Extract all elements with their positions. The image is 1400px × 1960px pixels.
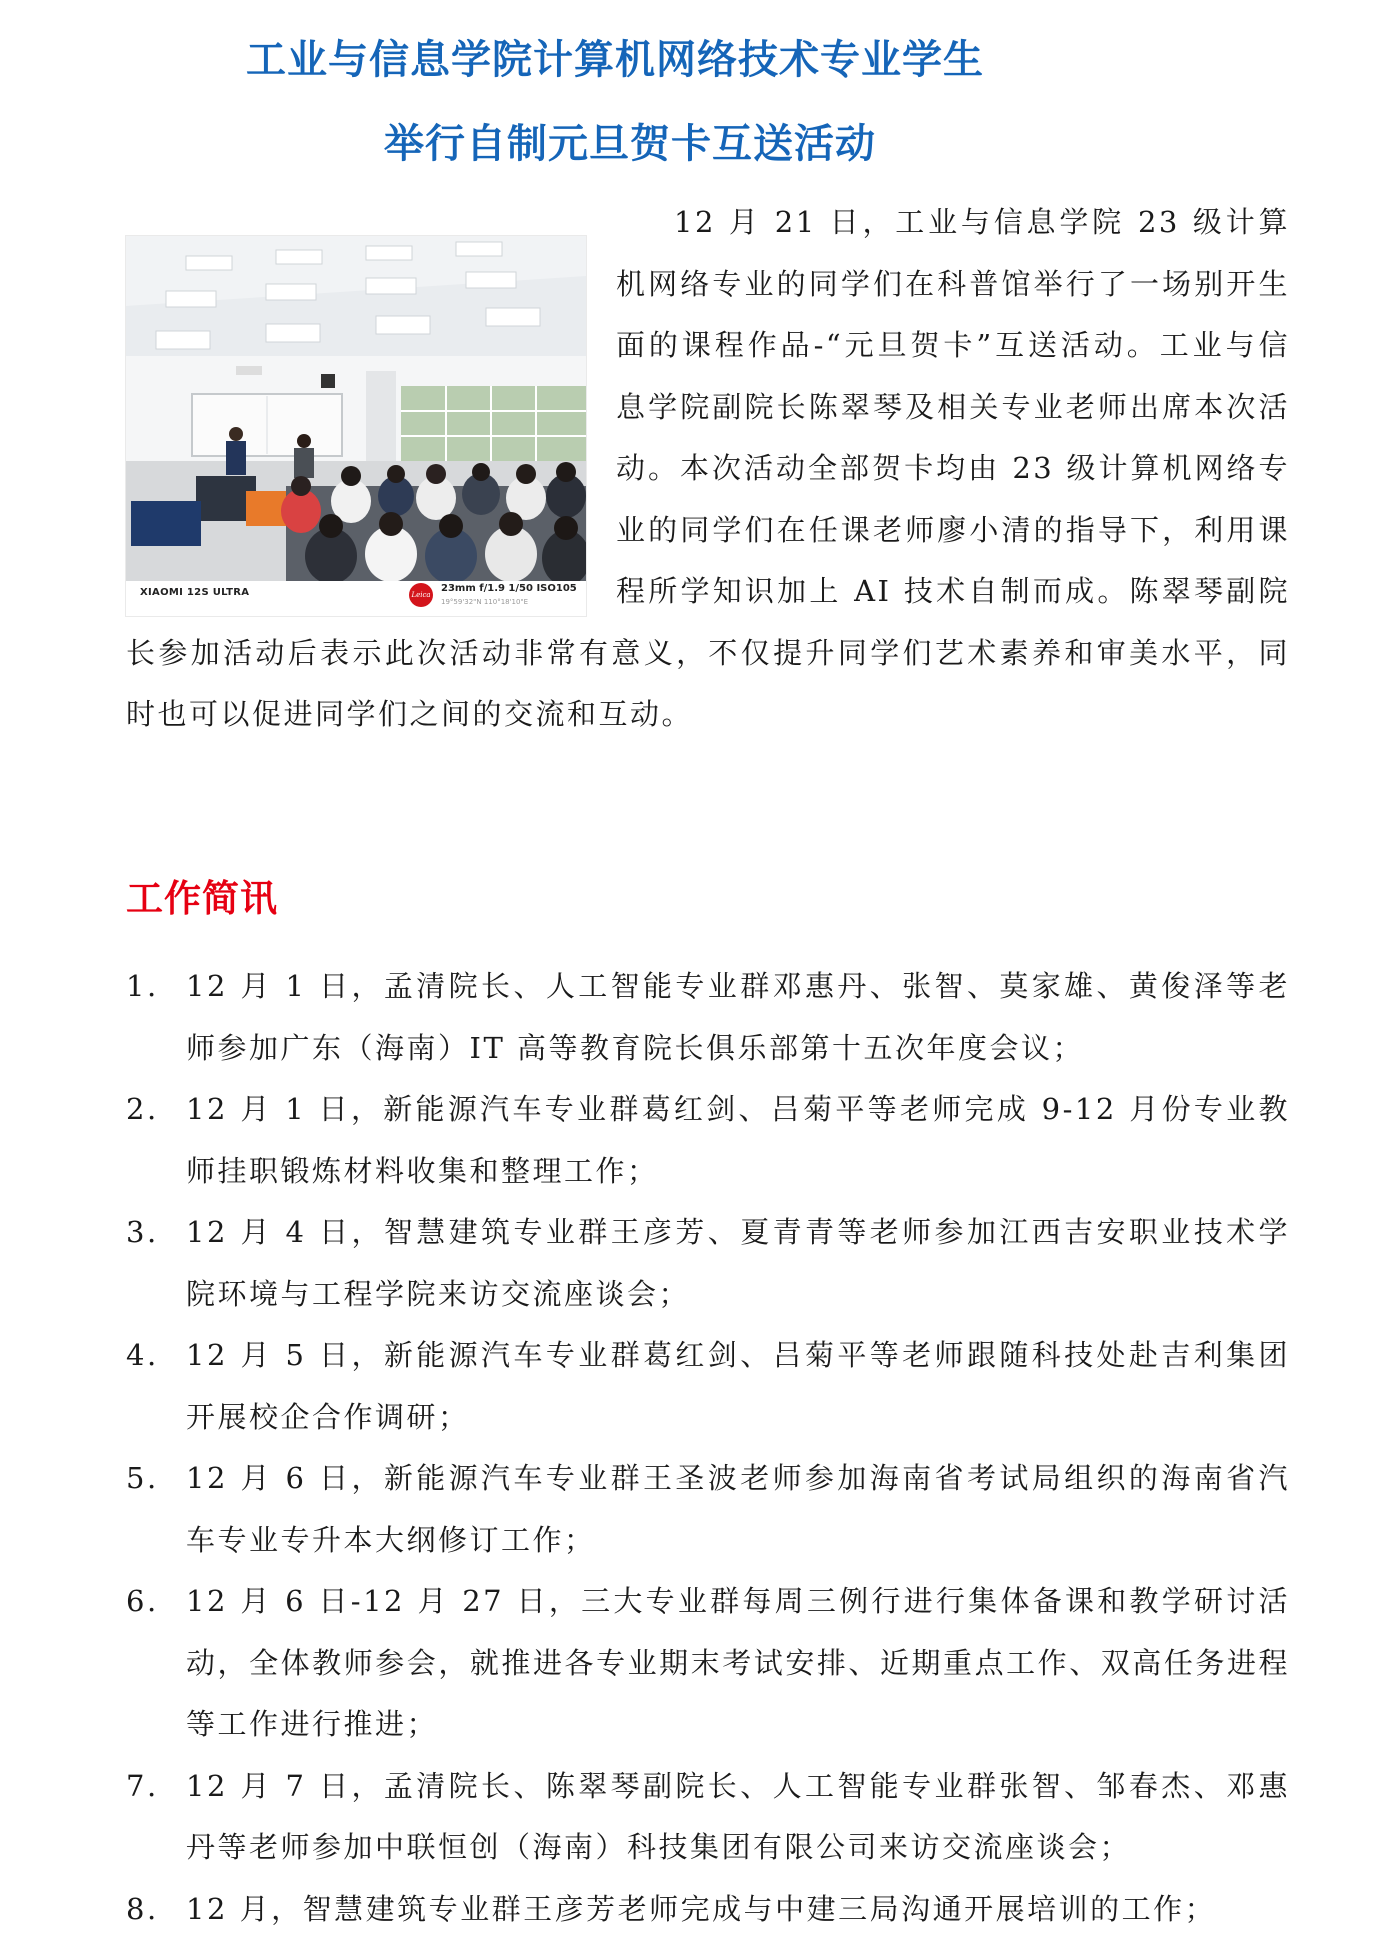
news-item-number: 8. — [126, 1891, 159, 1926]
news-item-number: 1. — [126, 969, 159, 1003]
news-item — [126, 1756, 1290, 1879]
classroom-photo-image — [126, 236, 586, 581]
event-photo — [126, 236, 586, 616]
news-item-text: 12 月，智慧建筑专业群王彦芳老师完成与中建三局沟通开展培训的工作； — [186, 1891, 1217, 1926]
news-item-text: 12 月 1 日，孟清院长、人工智能专业群邓惠丹、张智、莫家雄、黄俊泽等老师参加广东（海南）IT 高等教育院长俱乐部第十五次年度会议； — [186, 969, 1290, 1065]
news-item-number: 2. — [126, 1092, 159, 1126]
news-item-text: 12 月 7 日，孟清院长、陈翠琴副院长、人工智能专业群张智、邹春杰、邓惠丹等老师参加中联恒创（海南）科技集团有限公司来访交流座谈会； — [186, 1768, 1290, 1864]
news-item — [126, 1571, 1290, 1756]
news-item-number: 3. — [126, 1215, 159, 1249]
news-item — [126, 1879, 1290, 1941]
news-item — [126, 956, 1290, 1079]
camera-watermark — [126, 581, 586, 616]
article-title-line-1: 工业与信息学院计算机网络技术专业学生 — [246, 37, 984, 83]
article-title-line-2: 举行自制元旦贺卡互送活动 — [384, 121, 876, 167]
intro-text: 12 月 21 日，工业与信息学院 23 级计算机网络专业的同学们在科普馆举行了一场别开生面的课程作品-“元旦贺卡”互送活动。工业与信息学院副院长陈翠琴及相关专业老师出席本次活动。本次活动全部贺卡均由 23 级计算机网络专业的同学们在任课老师廖小清的指导下，利用课程所学知识加上 AI 技术自制而成。陈翠琴副院长参加活动后表示此次活动非常有意义，不仅提升同学们艺术素养和审美水平，同时也可以促进同学们之间的交流和互动。 — [126, 205, 1290, 731]
news-item-text: 12 月 4 日，智慧建筑专业群王彦芳、夏青青等老师参加江西吉安职业技术学院环境与工程学院来访交流座谈会； — [186, 1215, 1290, 1311]
news-item — [126, 1325, 1290, 1448]
news-item — [126, 1448, 1290, 1571]
section-title: 工作简讯 — [126, 877, 278, 920]
news-item-text: 12 月 1 日，新能源汽车专业群葛红剑、吕菊平等老师完成 9-12 月份专业教师挂职锻炼材料收集和整理工作； — [186, 1092, 1290, 1188]
news-item-text: 12 月 5 日，新能源汽车专业群葛红剑、吕菊平等老师跟随科技处赴吉利集团开展校企合作调研； — [186, 1338, 1290, 1434]
news-item-number: 7. — [126, 1768, 159, 1803]
news-item-number: 6. — [126, 1584, 159, 1618]
camera-params-label: 23mm f/1.9 1/50 ISO105 — [441, 583, 577, 594]
news-item — [126, 1079, 1290, 1202]
news-item — [126, 1202, 1290, 1325]
news-item-number: 5. — [126, 1461, 159, 1495]
news-item-text: 12 月 6 日-12 月 27 日，三大专业群每周三例行进行集体备课和教学研讨活动，全体教师参会，就推进各专业期末考试安排、近期重点工作、双高任务进程等工作进行推进； — [186, 1584, 1290, 1741]
leica-logo-icon: Leica — [409, 583, 433, 607]
news-item-number: 4. — [126, 1338, 159, 1372]
news-item-text: 12 月 6 日，新能源汽车专业群王圣波老师参加海南省考试局组织的海南省汽车专业专升本大纲修订工作； — [186, 1461, 1290, 1557]
camera-model-label: XIAOMI 12S ULTRA — [140, 587, 250, 598]
news-list — [126, 956, 1290, 1940]
gps-coordinates-label: 19°59'32"N 110°18'10"E — [441, 598, 529, 606]
